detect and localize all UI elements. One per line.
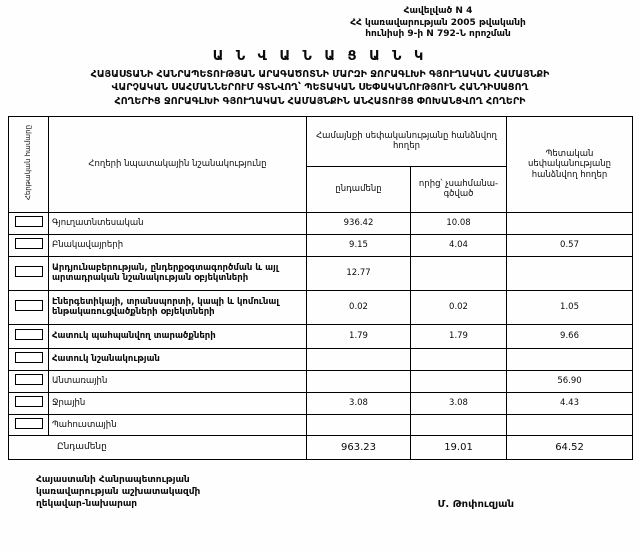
land-category-label: Հատուկ նշանակության — [49, 348, 307, 370]
column-header-undemarcated: որից՝ չսահմանա- գծված — [411, 166, 507, 212]
undemarcated-value: 1.79 — [411, 324, 507, 348]
state-value — [507, 348, 633, 370]
table-row — [9, 370, 633, 392]
community-total-value: 936.42 — [307, 212, 411, 234]
document-subtitle — [8, 68, 632, 108]
table-row — [9, 212, 633, 234]
signer-line-2: կառավարության աշխատակազմի — [36, 487, 201, 498]
code-box — [15, 352, 43, 363]
land-category-label: Գյուղատնտեսական — [49, 212, 307, 234]
undemarcated-value: 4.04 — [411, 234, 507, 256]
table-row — [9, 290, 633, 324]
subtitle-line-3: ՀՈՂԵՐԻՑ ՋՈՐԱԳԼԽԻ ԳՅՈՒՂԱԿԱՆ ՀԱՄԱՅՆՔԻՆ ԱՆՀԱՏՈՒՅՑ ՓՈԽԱՆՑՎՈՂ ՀՈՂԵՐԻ — [114, 95, 526, 107]
code-box — [15, 329, 43, 340]
subtitle-line-2: ՎԱՐՉԱԿԱՆ ՍԱՀՄԱՆՆԵՐՈՒՄ ԳՏՆՎՈՂ՝ ՊԵՏԱԿԱՆ ՍԵՓԱԿԱՆՈՒԹՅՈՒՆ ՀԱՆԴԻՍԱՑՈՂ — [111, 82, 529, 94]
column-header-state: Պետական սեփականությանը հանձնվող հողեր — [507, 116, 633, 212]
page-title: Ա Ն Վ Ա Ն Ա Ց Ա Ն Կ — [212, 49, 428, 65]
column-header-community-group: Համայնքի սեփականությանը հանձնվող հողեր — [307, 116, 507, 166]
code-box — [15, 238, 43, 249]
table-row — [9, 414, 633, 435]
state-value: 4.43 — [507, 392, 633, 414]
community-total-value — [307, 348, 411, 370]
community-total-value: 0.02 — [307, 290, 411, 324]
state-value — [507, 256, 633, 290]
undemarcated-value — [411, 256, 507, 290]
land-category-label: Անտառային — [49, 370, 307, 392]
signer-line-3: ղեկավար-նախարար — [36, 499, 138, 510]
code-box — [15, 300, 43, 311]
table-row — [9, 234, 633, 256]
undemarcated-value: 3.08 — [411, 392, 507, 414]
land-category-label: Էներգետիկայի, տրանսպորտի, կապի և կոմունալ ենթակառուցվածքների օբյեկտների — [49, 290, 307, 324]
code-box — [15, 418, 43, 429]
undemarcated-value: 10.08 — [411, 212, 507, 234]
land-category-label: Արդյունաբերության, ընդերքօգտագործման և այլ արտադրական նշանակության օբյեկտների — [49, 256, 307, 290]
state-value: 1.05 — [507, 290, 633, 324]
table-row — [9, 324, 633, 348]
community-total-value: 1.79 — [307, 324, 411, 348]
table-row — [9, 392, 633, 414]
column-header-total: ընդամենը — [307, 166, 411, 212]
table-row — [9, 348, 633, 370]
code-box — [15, 396, 43, 407]
state-value: 56.90 — [507, 370, 633, 392]
column-header-purpose: Հողերի նպատակային նշանակությունը — [49, 116, 307, 212]
state-value: 0.57 — [507, 234, 633, 256]
state-value — [507, 414, 633, 435]
table-header-row-1 — [9, 116, 633, 166]
undemarcated-value — [411, 370, 507, 392]
table-total-row — [9, 435, 633, 459]
column-header-seq-number — [9, 116, 49, 212]
annex-block — [288, 6, 588, 41]
seq-number-vertical-label: Հերթական համարը — [23, 125, 32, 201]
footer — [8, 474, 632, 510]
undemarcated-value: 0.02 — [411, 290, 507, 324]
code-box — [15, 374, 43, 385]
annex-line-2: ՀՀ կառավարության 2005 թվականի — [350, 17, 526, 28]
code-box — [15, 266, 43, 277]
signer-line-1: Հայաստանի Հանրապետության — [36, 474, 190, 485]
code-box — [15, 216, 43, 227]
land-category-label: Հատուկ պահպանվող տարածքների — [49, 324, 307, 348]
total-label: Ընդամենը — [9, 435, 307, 459]
undemarcated-value — [411, 348, 507, 370]
annex-line-1: Հավելված N 4 — [403, 6, 473, 16]
subtitle-line-1: ՀԱՅԱՍՏԱՆԻ ՀԱՆՐԱՊԵՏՈՒԹՅԱՆ ԱՐԱԳԱԾՈՏՆԻ ՄԱՐԶԻ ՋՈՐԱԳԼԽԻ ԳՅՈՒՂԱԿԱՆ ՀԱՄԱՅՆՔԻ — [90, 69, 550, 81]
total-community-value: 963.23 — [307, 435, 411, 459]
community-total-value: 12.77 — [307, 256, 411, 290]
land-category-label: Ջրային — [49, 392, 307, 414]
total-undemarcated-value: 19.01 — [411, 435, 507, 459]
land-category-label: Պահուստային — [49, 414, 307, 435]
land-category-label: Բնակավայրերի — [49, 234, 307, 256]
land-transfer-table — [8, 116, 633, 460]
signer-name: Մ. Թոփուզյան — [437, 499, 514, 511]
community-total-value — [307, 370, 411, 392]
community-total-value: 3.08 — [307, 392, 411, 414]
state-value: 9.66 — [507, 324, 633, 348]
undemarcated-value — [411, 414, 507, 435]
annex-line-3: հունիսի 9-ի N 792-Ն որոշման — [365, 29, 511, 40]
state-value — [507, 212, 633, 234]
total-state-value: 64.52 — [507, 435, 633, 459]
community-total-value: 9.15 — [307, 234, 411, 256]
signer-title-block — [8, 474, 200, 510]
community-total-value — [307, 414, 411, 435]
table-row — [9, 256, 633, 290]
